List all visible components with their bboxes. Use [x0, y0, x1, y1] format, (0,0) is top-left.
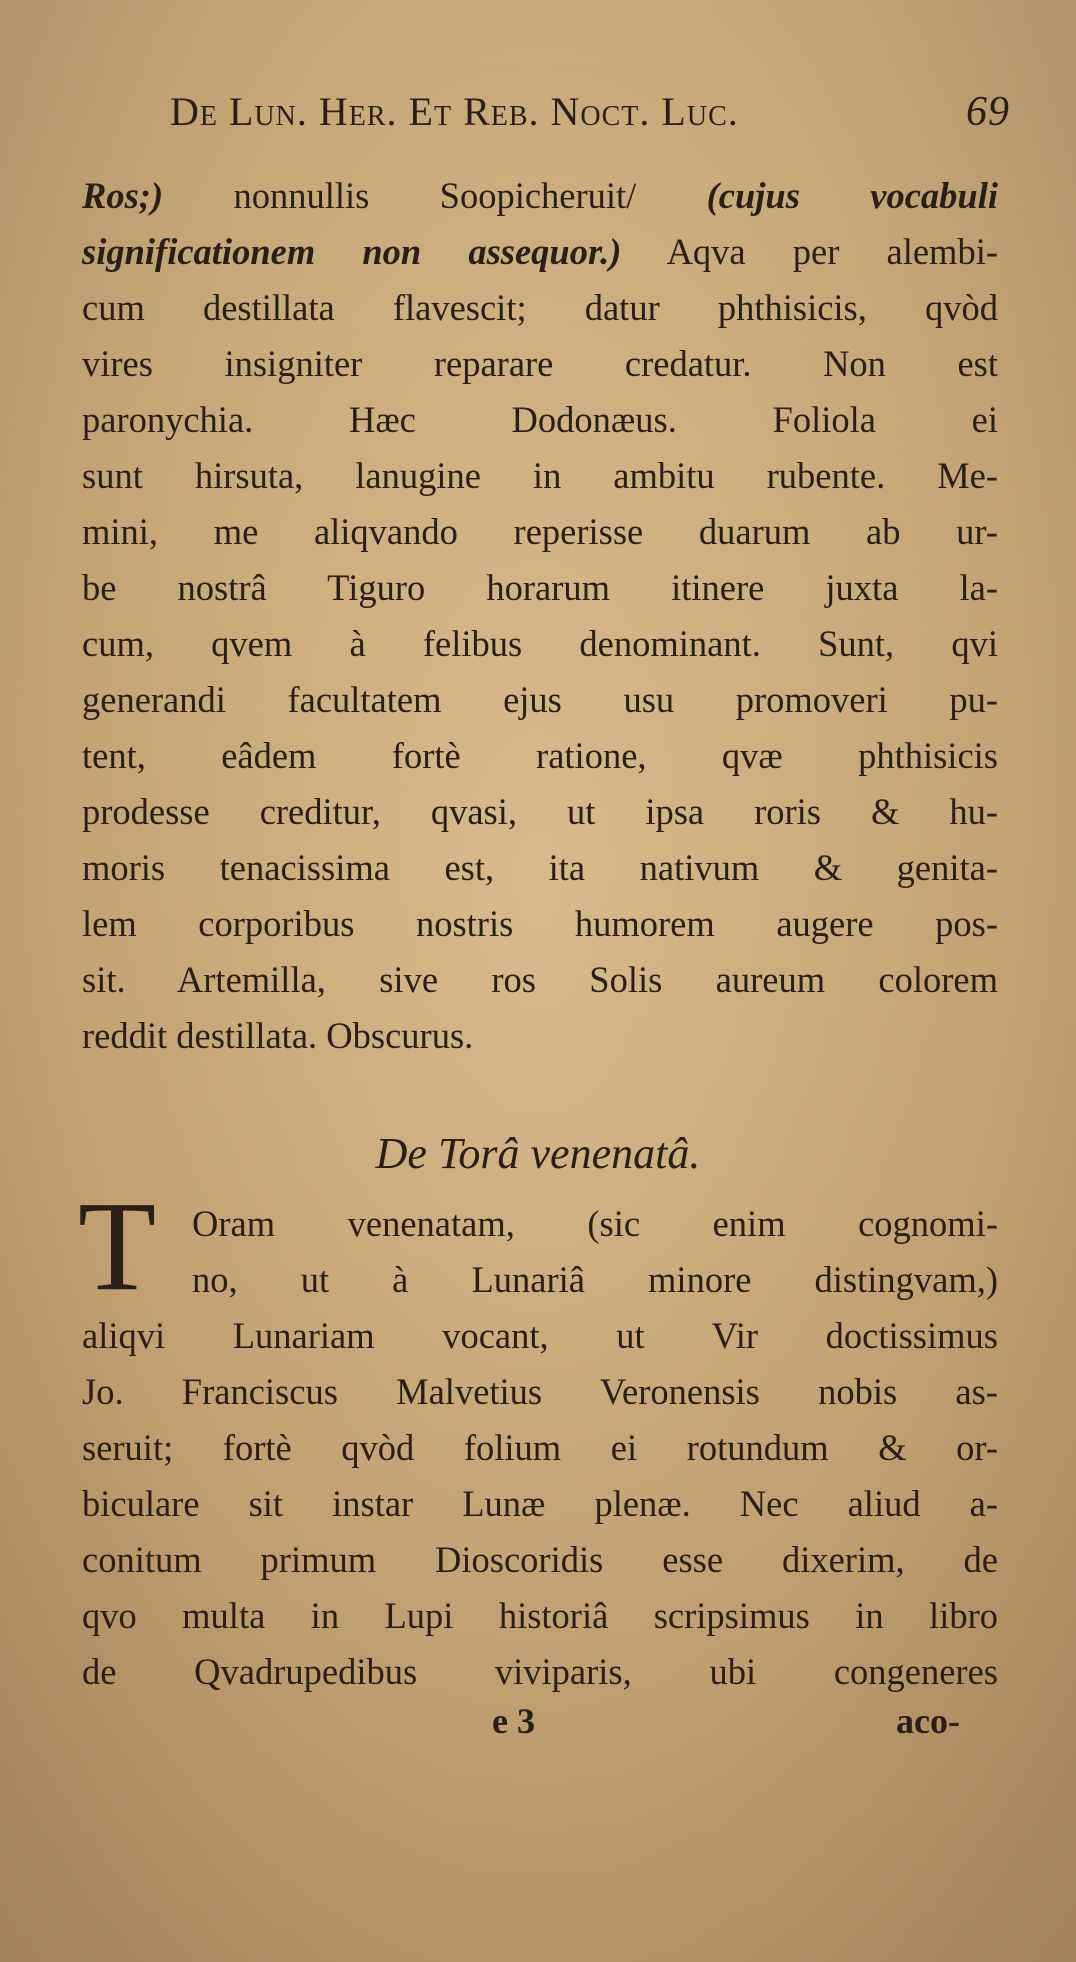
section-line-8: qvo multa in Lupi historiâ scripsimus in libro — [82, 1595, 998, 1636]
body-line-1-italic-2: (cujus vocabuli — [706, 175, 998, 216]
body-line-10: generandi facultatem ejus usu promoveri pu- — [82, 679, 998, 720]
section-heading: De Torâ venenatâ. — [375, 1129, 701, 1178]
body-line-15: sit. Artemilla, sive ros Solis aureum colorem — [82, 959, 998, 1000]
section-line-3: aliqvi Lunariam vocant, ut Vir doctissimus — [82, 1315, 998, 1356]
body-line-4: vires insigniter reparare credatur. Non est — [82, 343, 998, 384]
body-line-12: prodesse creditur, qvasi, ut ipsa roris & hu- — [82, 791, 998, 832]
body-line-14: lem corporibus nostris humorem augere pos- — [82, 903, 998, 944]
section-line-2: no, ut à Lunariâ minore distingvam,) — [192, 1259, 998, 1300]
running-header — [170, 88, 1010, 148]
body-line-5: paronychia. Hæc Dodonæus. Foliola ei — [82, 399, 998, 440]
section-line-9: de Qvadrupedibus viviparis, ubi congeneres — [82, 1651, 998, 1692]
running-title: De Lun. Her. Et Reb. Noct. Luc. — [170, 89, 739, 134]
body-line-1 — [82, 168, 998, 224]
body-line-13: moris tenacissima est, ita nativum & genita- — [82, 847, 998, 888]
section-line-4: Jo. Franciscus Malvetius Veronensis nobis as- — [82, 1371, 998, 1412]
section-line-7: conitum primum Dioscoridis esse dixerim, de — [82, 1539, 998, 1580]
body-line-1-italic: Ros;) — [82, 175, 164, 216]
catchword: aco- — [896, 1701, 960, 1741]
body-line-7: mini, me aliqvando reperisse duarum ab ur- — [82, 511, 998, 552]
body-line-2-italic: significationem non assequor.) — [82, 231, 622, 272]
body-line-11: tent, eâdem fortè ratione, qvæ phthisicis — [82, 735, 998, 776]
drop-cap: T — [78, 1175, 157, 1317]
section-line-5: seruit; fortè qvòd folium ei rotundum & or- — [82, 1427, 998, 1468]
body-line-2 — [82, 224, 998, 280]
body-line-3: cum destillata flavescit; datur phthisicis, qvòd — [82, 287, 998, 328]
signature-mark: e 3 — [492, 1701, 535, 1741]
section-line-1: Oram venenatam, (sic enim cognomi- — [192, 1203, 998, 1244]
section-line-6: biculare sit instar Lunæ plenæ. Nec aliud a- — [82, 1483, 998, 1524]
page-number: 69 — [966, 89, 1010, 135]
body-line-6: sunt hirsuta, lanugine in ambitu rubente. Me- — [82, 455, 998, 496]
body-line-8: be nostrâ Tiguro horarum itinere juxta la- — [82, 567, 998, 608]
body-line-1-text: nonnullis Soopicheruit/ — [233, 175, 637, 216]
body-line-16: reddit destillata. Obscurus. — [82, 1015, 474, 1056]
body-line-9: cum, qvem à felibus denominant. Sunt, qvi — [82, 623, 998, 664]
body-line-2-text: Aqva per alembi- — [666, 231, 998, 272]
